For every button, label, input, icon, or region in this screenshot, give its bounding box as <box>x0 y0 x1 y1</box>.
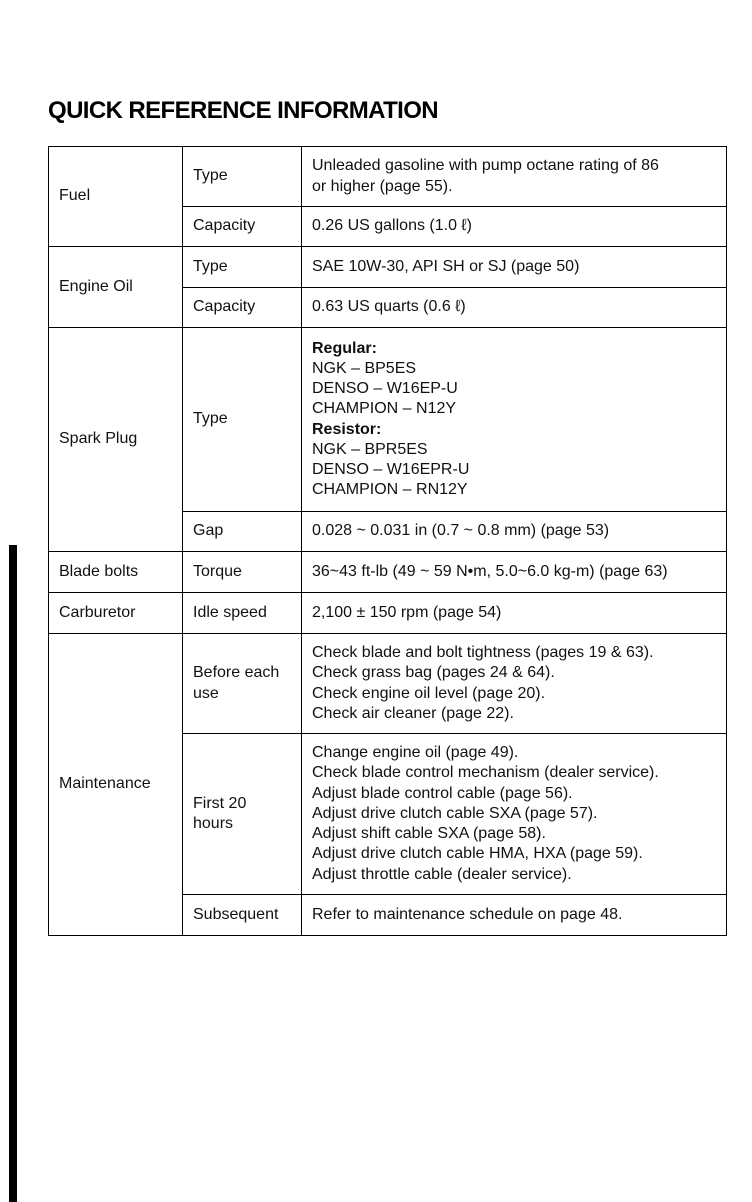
category-spark-plug: Spark Plug <box>49 328 183 552</box>
fuel-type-line: or higher (page 55). <box>312 177 453 195</box>
maintenance-before-label <box>183 634 302 734</box>
category-blade-bolts: Blade bolts <box>49 552 183 593</box>
list-item: CHAMPION – N12Y <box>312 400 457 418</box>
list-item: Adjust drive clutch cable SXA (page 57). <box>312 804 598 822</box>
category-fuel: Fuel <box>49 147 183 247</box>
list-item: Adjust shift cable SXA (page 58). <box>312 825 546 843</box>
list-item: NGK – BPR5ES <box>312 440 428 458</box>
fuel-capacity-value: 0.26 US gallons (1.0 ℓ) <box>302 207 727 247</box>
carburetor-idle-value: 2,100 ± 150 rpm (page 54) <box>302 593 727 634</box>
fuel-type-line: Unleaded gasoline with pump octane rating of 86 <box>312 157 659 175</box>
spark-plug-gap-label: Gap <box>183 512 302 552</box>
category-carburetor: Carburetor <box>49 593 183 634</box>
list-item: Adjust blade control cable (page 56). <box>312 784 573 802</box>
resistor-heading: Resistor: <box>312 420 382 438</box>
table-row <box>49 147 727 207</box>
list-item: Adjust drive clutch cable HMA, HXA (page 59). <box>312 845 643 863</box>
list-item: Adjust throttle cable (dealer service). <box>312 865 572 883</box>
engine-oil-type-value: SAE 10W-30, API SH or SJ (page 50) <box>302 247 727 288</box>
maintenance-before-value <box>302 634 727 734</box>
page-title: QUICK REFERENCE INFORMATION <box>48 97 439 124</box>
spark-plug-gap-value: 0.028 ~ 0.031 in (0.7 ~ 0.8 mm) (page 53) <box>302 512 727 552</box>
table-row <box>49 634 727 734</box>
maintenance-subsequent-label: Subsequent <box>183 895 302 936</box>
list-item: Check grass bag (pages 24 & 64). <box>312 664 555 682</box>
maintenance-before-label-line: use <box>193 684 219 702</box>
category-engine-oil: Engine Oil <box>49 247 183 328</box>
carburetor-idle-label: Idle speed <box>183 593 302 634</box>
table-row <box>49 247 727 288</box>
table-row <box>49 593 727 634</box>
list-item: Check air cleaner (page 22). <box>312 704 514 722</box>
maintenance-first-label-line: First 20 <box>193 794 247 812</box>
page-edge-bar <box>9 545 17 1202</box>
list-item: CHAMPION – RN12Y <box>312 481 468 499</box>
list-item: Check blade and bolt tightness (pages 19 & 63). <box>312 644 654 662</box>
maintenance-before-label-line: Before each <box>193 664 280 682</box>
maintenance-first-label <box>183 734 302 895</box>
engine-oil-capacity-value: 0.63 US quarts (0.6 ℓ) <box>302 288 727 328</box>
quick-reference-table <box>48 146 727 936</box>
fuel-type-label: Type <box>183 147 302 207</box>
maintenance-first-label-line: hours <box>193 815 234 832</box>
list-item: NGK – BP5ES <box>312 359 417 377</box>
table-row <box>49 328 727 512</box>
table-row <box>49 552 727 593</box>
list-item: Check blade control mechanism (dealer service). <box>312 764 659 782</box>
regular-heading: Regular: <box>312 339 377 357</box>
blade-bolts-torque-value: 36~43 ft-lb (49 ~ 59 N•m, 5.0~6.0 kg-m) (page 63) <box>302 552 727 593</box>
engine-oil-capacity-label: Capacity <box>183 288 302 328</box>
maintenance-subsequent-value: Refer to maintenance schedule on page 48. <box>302 895 727 936</box>
list-item: DENSO – W16EP-U <box>312 380 458 398</box>
engine-oil-type-label: Type <box>183 247 302 288</box>
category-maintenance: Maintenance <box>49 634 183 936</box>
fuel-capacity-label: Capacity <box>183 207 302 247</box>
fuel-type-value <box>302 147 727 207</box>
list-item: Change engine oil (page 49). <box>312 744 519 762</box>
spark-plug-type-label: Type <box>183 328 302 512</box>
list-item: DENSO – W16EPR-U <box>312 460 470 478</box>
blade-bolts-torque-label: Torque <box>183 552 302 593</box>
maintenance-first-value <box>302 734 727 895</box>
spark-plug-type-value <box>302 328 727 512</box>
list-item: Check engine oil level (page 20). <box>312 684 546 702</box>
